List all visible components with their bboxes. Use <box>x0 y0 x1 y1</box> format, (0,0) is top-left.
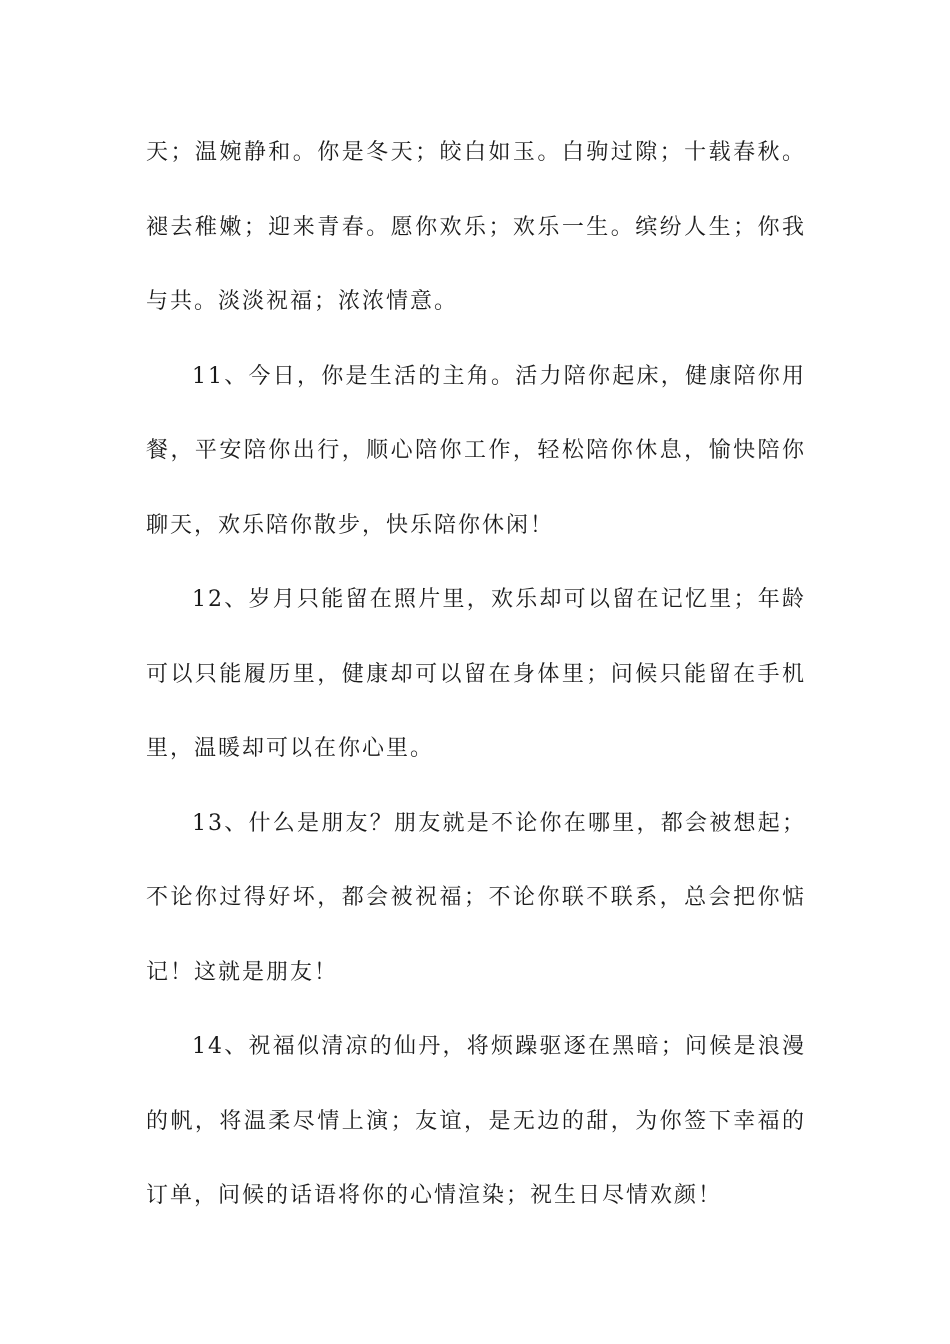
paragraph-13: 13、什么是朋友？朋友就是不论你在哪里，都会被想起；不论你过得好坏，都会被祝福；不论你联不联系，总会把你惦记！这就是朋友！ <box>146 810 806 985</box>
body-text <box>146 116 806 1234</box>
paragraph-continuation: 天；温婉静和。你是冬天；皎白如玉。白驹过隙；十载春秋。褪去稚嫩；迎来青春。愿你欢乐；欢乐一生。缤纷人生；你我与共。淡淡祝福；浓浓情意。 <box>146 140 806 314</box>
paragraph-11: 11、今日，你是生活的主角。活力陪你起床，健康陪你用餐，平安陪你出行，顺心陪你工作，轻松陪你休息，愉快陪你聊天，欢乐陪你散步，快乐陪你休闲！ <box>146 363 806 538</box>
paragraph-12: 12、岁月只能留在照片里，欢乐却可以留在记忆里；年龄可以只能履历里，健康却可以留在身体里；问候只能留在手机里，温暖却可以在你心里。 <box>146 587 806 761</box>
paragraph-14: 14、祝福似清凉的仙丹，将烦躁驱逐在黑暗；问候是浪漫的帆，将温柔尽情上演；友谊，是无边的甜，为你签下幸福的订单，问候的话语将你的心情渲染；祝生日尽情欢颜！ <box>146 1034 806 1208</box>
